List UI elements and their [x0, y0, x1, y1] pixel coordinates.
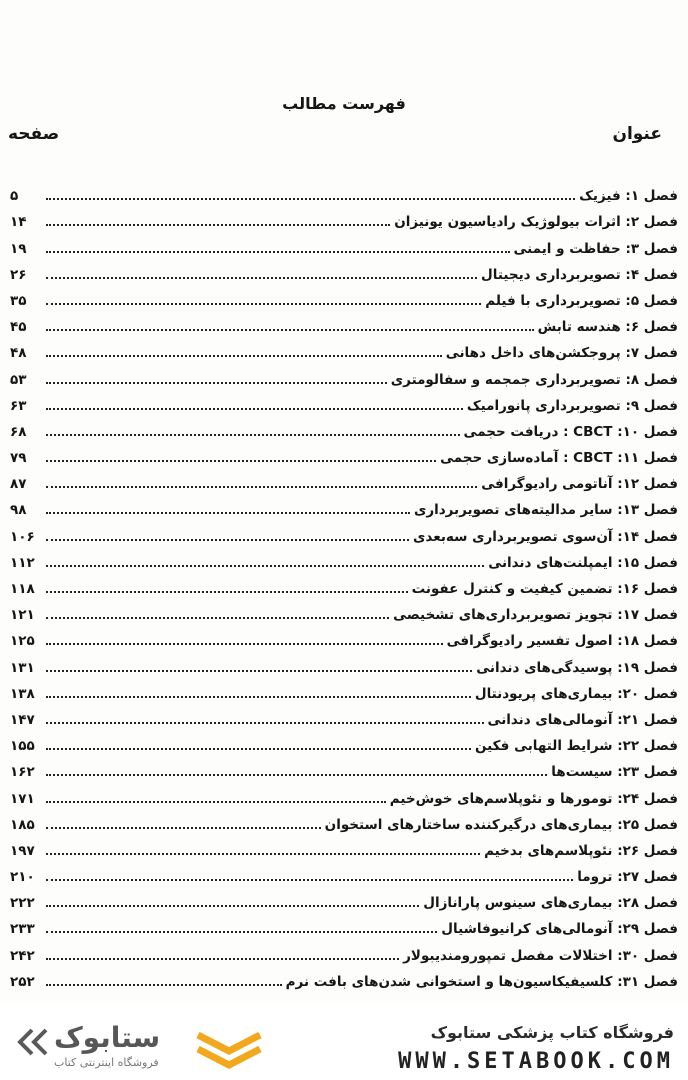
- toc-entry[interactable]: [10, 623, 678, 649]
- toc-entry[interactable]: [10, 571, 678, 597]
- toc-entry[interactable]: [10, 414, 678, 440]
- page-column-heading: صفحه: [8, 124, 60, 144]
- toc-entry[interactable]: [10, 466, 678, 492]
- toc-entry-title: فصل ۶: هندسه تابش: [537, 319, 678, 336]
- toc-entry-page: ۷۹: [10, 450, 27, 467]
- toc-entry-title: فصل ۸: تصویربرداری جمجمه و سفالومتری: [390, 371, 678, 388]
- toc-entry-title: فصل ۹: تصویربرداری پانورامیک: [466, 397, 678, 414]
- logo-wordmark: ستابوک: [54, 1021, 161, 1054]
- toc-entry-page: ۱۳۱: [10, 659, 35, 676]
- toc-entry-title: فصل ۲۱: آنومالی‌های دندانی: [487, 711, 678, 728]
- toc-entry[interactable]: [10, 309, 678, 335]
- toc-entry-page: ۲۱۰: [10, 869, 35, 886]
- toc-entry-title: فصل ۲۰: بیماری‌های پریودنتال: [474, 685, 678, 702]
- toc-entry-title: فصل ۱۲: آناتومی رادیوگرافی: [481, 476, 678, 493]
- page-title: فهرست مطالب: [282, 94, 406, 113]
- dot-leader: [46, 224, 390, 226]
- store-url[interactable]: WWW.SETABOOK.COM: [398, 1049, 674, 1074]
- dot-leader: [46, 565, 484, 567]
- dot-leader: [46, 591, 408, 593]
- toc-entry-page: ۱۱۸: [10, 581, 35, 597]
- dot-leader: [46, 827, 321, 829]
- toc-entry-page: ۳۵: [10, 292, 27, 309]
- dot-leader: [46, 251, 510, 253]
- toc-entry[interactable]: [10, 257, 678, 283]
- toc-entry[interactable]: [10, 728, 678, 754]
- book-chevron-icon: [194, 1029, 264, 1073]
- toc-entry-title: فصل ۳: حفاظت و ایمنی: [513, 240, 678, 257]
- toc-entry[interactable]: [10, 780, 678, 806]
- toc-entry[interactable]: [10, 676, 678, 702]
- toc-entry-page: ۱۴۷: [10, 711, 35, 728]
- toc-entry-page: ۱۱۲: [10, 554, 35, 571]
- dot-leader: [46, 329, 534, 331]
- toc-entry-title: فصل ۲۶: نئوپلاسم‌های بدخیم: [484, 842, 678, 859]
- toc-entry-title: فصل ۷: پروجکشن‌های داخل دهانی: [445, 345, 678, 362]
- toc-entry[interactable]: [10, 388, 678, 414]
- toc-entry[interactable]: [10, 885, 678, 911]
- dot-leader: [46, 958, 399, 960]
- toc-entry[interactable]: [10, 440, 678, 466]
- dot-leader: [46, 984, 282, 986]
- setabook-logo[interactable]: [14, 1019, 264, 1073]
- dot-leader: [46, 931, 437, 933]
- dot-leader: [46, 879, 573, 881]
- toc-entry-title: فصل ۱۳: سایر مدالیته‌های تصویربرداری: [413, 502, 678, 519]
- toc-entry-page: ۴۸: [10, 345, 27, 362]
- toc-entry-title: فصل ۲۷: تروما: [577, 869, 678, 886]
- toc-entry-page: ۱۷۱: [10, 790, 35, 807]
- toc-entry-title: فصل ۲۵: بیماری‌های درگیرکننده ساختارهای استخوان: [324, 816, 678, 833]
- dot-leader: [46, 774, 547, 776]
- toc-entry-page: ۲۳۳: [10, 921, 35, 938]
- toc-entry-title: فصل ۱۹: پوسیدگی‌های دندانی: [476, 659, 678, 676]
- toc-entry-page: ۱۵۵: [10, 738, 35, 755]
- toc-entry-title: فصل ۴: تصویربرداری دیجیتال: [481, 266, 678, 283]
- toc-entry[interactable]: [10, 545, 678, 571]
- dot-leader: [46, 198, 575, 200]
- double-chevron-left-icon: [14, 1027, 52, 1057]
- toc-entry-page: ۱۹۷: [10, 842, 35, 859]
- toc-entry-title: فصل ۱: فیزیک: [579, 188, 678, 205]
- dot-leader: [46, 277, 477, 279]
- toc-entry-page: ۲۵۲: [10, 973, 35, 990]
- dot-leader: [46, 382, 387, 384]
- toc-entry[interactable]: [10, 518, 678, 544]
- toc-entry-title: فصل ۱۵: ایمپلنت‌های دندانی: [488, 554, 678, 571]
- toc-entry[interactable]: [10, 833, 678, 859]
- toc-entry[interactable]: [10, 178, 678, 204]
- toc-entry-title: فصل ۲۴: تومورها و نئوپلاسم‌های خوش‌خیم: [389, 790, 678, 807]
- toc-entry[interactable]: [10, 204, 678, 230]
- toc-entry[interactable]: [10, 911, 678, 937]
- dot-leader: [46, 696, 471, 698]
- toc-entry-page: ۱۶۲: [10, 764, 35, 781]
- toc-entry-title: فصل ۲۹: آنومالی‌های کرانیوفاشیال: [441, 921, 678, 938]
- toc-entry[interactable]: [10, 649, 678, 675]
- toc-entry-page: ۸۷: [10, 476, 27, 493]
- toc-entry[interactable]: [10, 283, 678, 309]
- toc-entry[interactable]: [10, 937, 678, 963]
- toc-entry-title: فصل ۳۱: کلسیفیکاسیون‌ها و استخوانی شدن‌های بافت نرم: [285, 973, 678, 990]
- dot-leader: [46, 722, 484, 724]
- toc-entry[interactable]: [10, 361, 678, 387]
- dot-leader: [46, 303, 481, 305]
- toc-entry[interactable]: [10, 492, 678, 518]
- toc-entry-page: ۵: [10, 188, 19, 205]
- toc-entry-title: فصل ۵: تصویربرداری با فیلم: [485, 292, 678, 309]
- dot-leader: [46, 408, 463, 410]
- dot-leader: [46, 617, 389, 619]
- toc-entry-title: فصل ۲: اثرات بیولوژیک رادیاسیون یونیزان: [394, 214, 678, 231]
- dot-leader: [46, 539, 409, 541]
- dot-leader: [46, 801, 386, 803]
- toc-entry[interactable]: [10, 754, 678, 780]
- toc-entry-page: ۱۲۵: [10, 633, 35, 650]
- toc-entry[interactable]: [10, 597, 678, 623]
- toc-entry-page: ۱۲۱: [10, 607, 35, 624]
- toc-entry-page: ۶۳: [10, 397, 27, 414]
- topic-column-heading: عنوان: [612, 124, 662, 144]
- toc-entry-title: فصل ۲۸: بیماری‌های سینوس پارانازال: [423, 895, 678, 912]
- dot-leader: [46, 460, 436, 462]
- toc-entry-page: ۵۳: [10, 371, 27, 388]
- dot-leader: [46, 434, 460, 436]
- toc-entry-title: فصل ۱۷: تجویز تصویربرداری‌های تشخیصی: [393, 607, 678, 624]
- toc-entry-page: ۴۵: [10, 319, 27, 336]
- store-name: فروشگاه کتاب پزشکی ستابوک: [430, 1023, 674, 1042]
- toc-entry-title: فصل ۱۶: تضمین کیفیت و کنترل عفونت: [411, 581, 678, 597]
- toc-entry-page: ۲۲۲: [10, 895, 35, 912]
- toc-entry-page: ۲۶: [10, 266, 27, 283]
- dot-leader: [46, 853, 480, 855]
- toc-entry-page: ۲۴۲: [10, 947, 35, 964]
- toc-entry[interactable]: [10, 964, 678, 990]
- dot-leader: [46, 512, 410, 514]
- toc-entry[interactable]: [10, 702, 678, 728]
- toc-entry-page: ۱۹: [10, 240, 27, 257]
- toc-entry-page: ۹۸: [10, 502, 27, 519]
- toc-entry-title: فصل ۲۲: شرایط التهابی فکین: [475, 738, 678, 755]
- dot-leader: [46, 643, 443, 645]
- dot-leader: [46, 355, 442, 357]
- dot-leader: [46, 670, 472, 672]
- toc-entry-title: فصل ۱۴: آن‌سوی تصویربرداری سه‌بعدی: [413, 528, 678, 545]
- toc-entry[interactable]: [10, 335, 678, 361]
- dot-leader: [46, 748, 471, 750]
- toc-entry-page: ۶۸: [10, 423, 27, 440]
- toc-entry[interactable]: [10, 859, 678, 885]
- toc-entry[interactable]: [10, 230, 678, 256]
- toc-entry-title: فصل ۱۰: CBCT : دریافت حجمی: [463, 423, 678, 440]
- logo-subtitle: فروشگاه اینترنتی کتاب: [54, 1056, 159, 1069]
- table-of-contents: [10, 178, 678, 990]
- toc-entry[interactable]: [10, 807, 678, 833]
- toc-entry-title: فصل ۳۰: اختلالات مفصل تمپورومندیبولار: [403, 947, 678, 964]
- toc-entry-title: فصل ۱۸: اصول تفسیر رادیوگرافی: [446, 633, 678, 650]
- dot-leader: [46, 905, 419, 907]
- toc-entry-title: فصل ۲۳: سیست‌ها: [551, 764, 678, 781]
- toc-entry-page: ۱۸۵: [10, 816, 35, 833]
- dot-leader: [46, 486, 477, 488]
- footer-banner: [0, 1005, 688, 1080]
- toc-entry-page: ۱۳۸: [10, 685, 35, 702]
- toc-entry-page: ۱۴: [10, 214, 27, 231]
- toc-entry-page: ۱۰۶: [10, 528, 35, 545]
- toc-entry-title: فصل ۱۱: CBCT : آماده‌سازی حجمی: [440, 450, 678, 467]
